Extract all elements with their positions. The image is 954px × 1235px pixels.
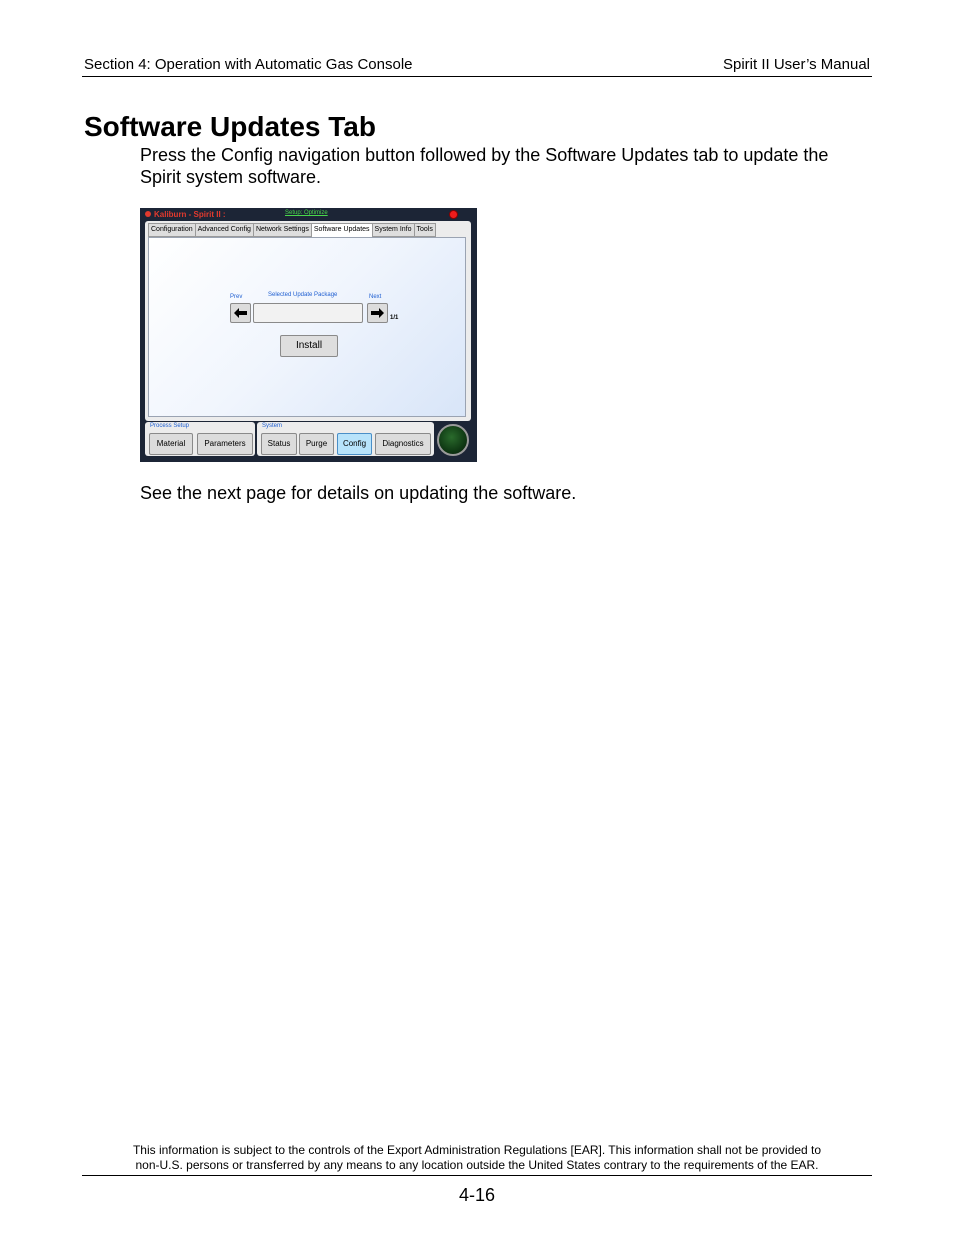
app-titlebar [140, 208, 477, 221]
tab-system-info[interactable]: System Info [372, 223, 415, 237]
page-count: 1/1 [390, 315, 399, 321]
export-notice [100, 1143, 854, 1173]
parameters-button[interactable]: Parameters [197, 433, 253, 455]
page-title: Software Updates Tab [84, 111, 376, 142]
tab-tools[interactable]: Tools [414, 223, 436, 237]
intro-paragraph: Press the Config navigation button followed by the Software Updates tab to update the Spirit system software. [140, 145, 829, 187]
header-section-title: Section 4: Operation with Automatic Gas Console [84, 56, 413, 73]
tab-software-updates[interactable]: Software Updates [311, 223, 373, 237]
followup-paragraph: See the next page for details on updating the software. [140, 483, 577, 503]
power-button-icon[interactable] [437, 424, 469, 456]
tab-configuration[interactable]: Configuration [148, 223, 196, 237]
system-group [257, 422, 434, 456]
tab-network-settings[interactable]: Network Settings [253, 223, 312, 237]
diagnostics-button[interactable]: Diagnostics [375, 433, 431, 455]
app-brand [145, 210, 226, 219]
install-button[interactable]: Install [280, 335, 338, 357]
export-notice-line-1: This information is subject to the controls of the Export Administration Regulations [EAR]. This information shall not be provided to [132, 1143, 822, 1157]
status-led-icon [449, 210, 458, 219]
software-updates-screenshot [140, 208, 477, 462]
export-notice-line-2: non-U.S. persons or transferred by any means to any location outside the United States contrary to the requirements of the EAR. [135, 1158, 819, 1172]
header-manual-title: Spirit II User’s Manual [723, 56, 870, 73]
header-divider [82, 76, 872, 77]
page-number: 4-16 [458, 1185, 496, 1205]
selected-package-field[interactable] [253, 303, 363, 323]
tab-advanced-config[interactable]: Advanced Config [195, 223, 254, 237]
software-updates-content [148, 237, 466, 417]
prev-button[interactable] [230, 303, 251, 323]
mode-link[interactable]: Setup: Optimize [285, 210, 328, 216]
process-setup-group [145, 422, 255, 456]
next-label: Next [369, 294, 382, 300]
material-button[interactable]: Material [149, 433, 193, 455]
footer-divider [82, 1175, 872, 1176]
status-button[interactable]: Status [261, 433, 297, 455]
system-label: System [262, 423, 283, 429]
arrow-left-icon [234, 308, 247, 318]
app-brand-label: Kaliburn - Spirit II : [154, 210, 226, 219]
package-label: Selected Update Package [268, 292, 338, 298]
next-button[interactable] [367, 303, 388, 323]
process-setup-label: Process Setup [150, 423, 190, 429]
purge-button[interactable]: Purge [299, 433, 334, 455]
arrow-right-icon [371, 308, 384, 318]
prev-label: Prev [230, 294, 243, 300]
logo-icon [145, 211, 151, 217]
tab-bar [148, 223, 435, 236]
config-button[interactable]: Config [337, 433, 372, 455]
main-panel [145, 221, 471, 421]
